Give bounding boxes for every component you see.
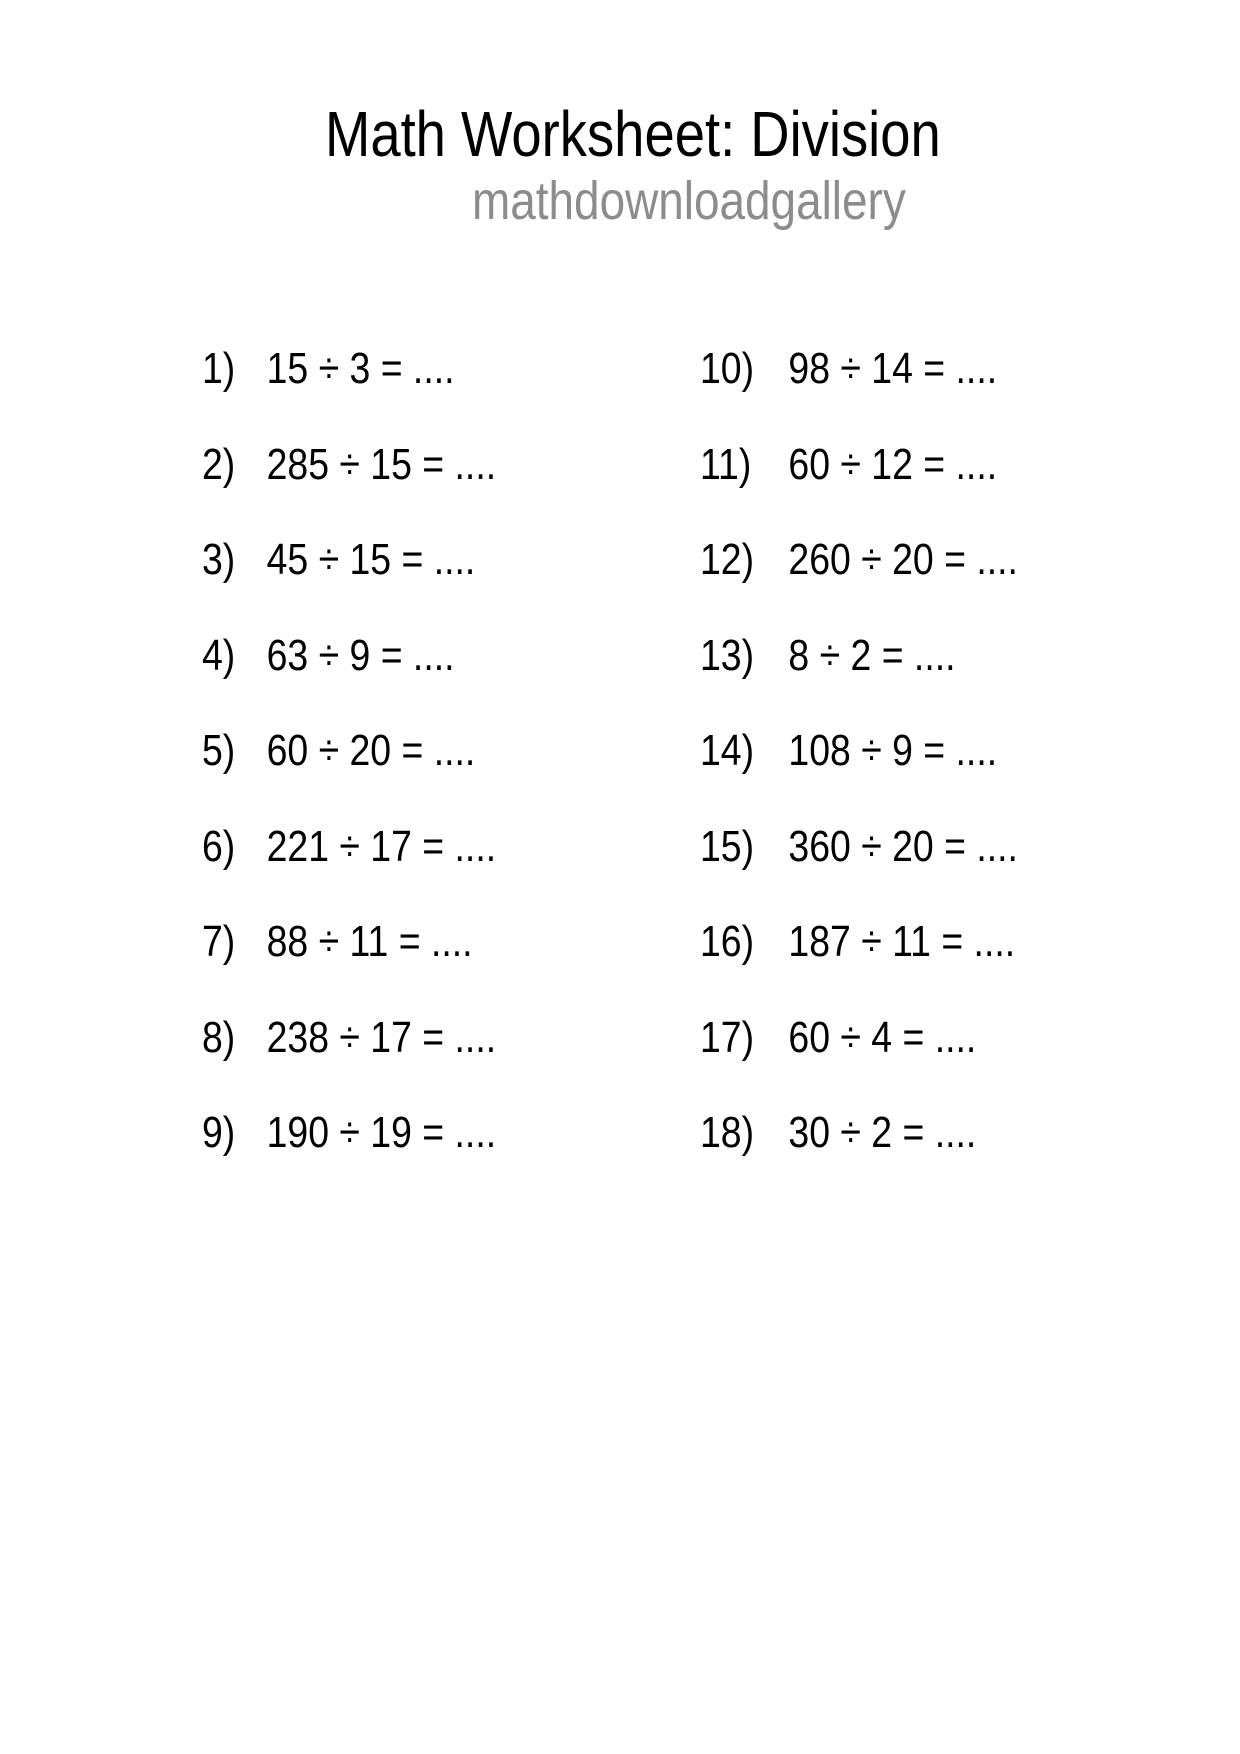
problem-row	[202, 1012, 497, 1062]
problem-row	[202, 630, 496, 680]
problem-expression: 221 ÷ 17 = ....	[266, 821, 497, 871]
problem-expression: 108 ÷ 9 = ....	[788, 726, 998, 775]
problem-expression: 285 ÷ 15 = ....	[266, 439, 497, 489]
problem-number: 1)	[202, 344, 236, 393]
problem-expression: 60 ÷ 20 = ....	[266, 726, 476, 775]
problem-row	[202, 917, 496, 966]
problem-row	[700, 630, 1018, 680]
problem-number: 16)	[700, 917, 755, 966]
problem-row	[700, 439, 1018, 489]
problem-expression: 45 ÷ 15 = ....	[266, 535, 476, 584]
worksheet-watermark: mathdownloadgallery	[472, 171, 906, 231]
problem-number: 8)	[202, 1012, 236, 1062]
problem-row	[202, 439, 497, 489]
problem-number: 18)	[700, 1108, 755, 1157]
problem-number: 4)	[202, 630, 236, 680]
problem-expression: 98 ÷ 14 = ....	[788, 344, 998, 393]
problem-number: 12)	[700, 535, 755, 584]
problem-number: 5)	[202, 726, 236, 775]
problem-number: 3)	[202, 535, 236, 584]
problem-expression: 30 ÷ 2 = ....	[788, 1108, 977, 1157]
problem-number: 9)	[202, 1108, 236, 1157]
problem-row	[202, 821, 497, 871]
problem-expression: 187 ÷ 11 = ....	[788, 917, 1016, 966]
problem-expression: 190 ÷ 19 = ....	[266, 1108, 497, 1157]
problem-row	[700, 1108, 1018, 1157]
problem-number: 10)	[700, 344, 755, 393]
problem-row	[202, 344, 496, 393]
problem-expression: 360 ÷ 20 = ....	[788, 821, 1018, 871]
problem-number: 2)	[202, 439, 236, 489]
problem-expression: 8 ÷ 2 = ....	[788, 630, 956, 680]
problem-row	[700, 917, 1018, 966]
problem-expression: 60 ÷ 12 = ....	[788, 439, 998, 489]
problem-row	[700, 344, 1018, 393]
problem-number: 13)	[700, 630, 755, 680]
problem-row	[202, 726, 496, 775]
problem-row	[700, 726, 1018, 775]
problem-expression: 15 ÷ 3 = ....	[266, 344, 455, 393]
problem-expression: 260 ÷ 20 = ....	[788, 535, 1018, 584]
problem-number: 14)	[700, 726, 755, 775]
worksheet-title: Math Worksheet: Division	[325, 98, 941, 170]
problem-number: 17)	[700, 1012, 755, 1062]
problem-column-left	[202, 344, 548, 1207]
problem-number: 6)	[202, 821, 236, 871]
problem-expression: 238 ÷ 17 = ....	[266, 1012, 497, 1062]
problem-row	[700, 1012, 1018, 1062]
problem-row	[700, 535, 1018, 584]
problem-expression: 60 ÷ 4 = ....	[788, 1012, 977, 1062]
problem-column-right	[700, 344, 1074, 1207]
problem-number: 7)	[202, 917, 236, 966]
problem-row	[202, 1108, 497, 1157]
problem-row	[700, 821, 1018, 871]
problem-expression: 88 ÷ 11 = ....	[266, 917, 473, 966]
problem-number: 15)	[700, 821, 755, 871]
problem-expression: 63 ÷ 9 = ....	[266, 630, 455, 680]
problem-number: 11)	[700, 439, 752, 489]
problem-row	[202, 535, 496, 584]
